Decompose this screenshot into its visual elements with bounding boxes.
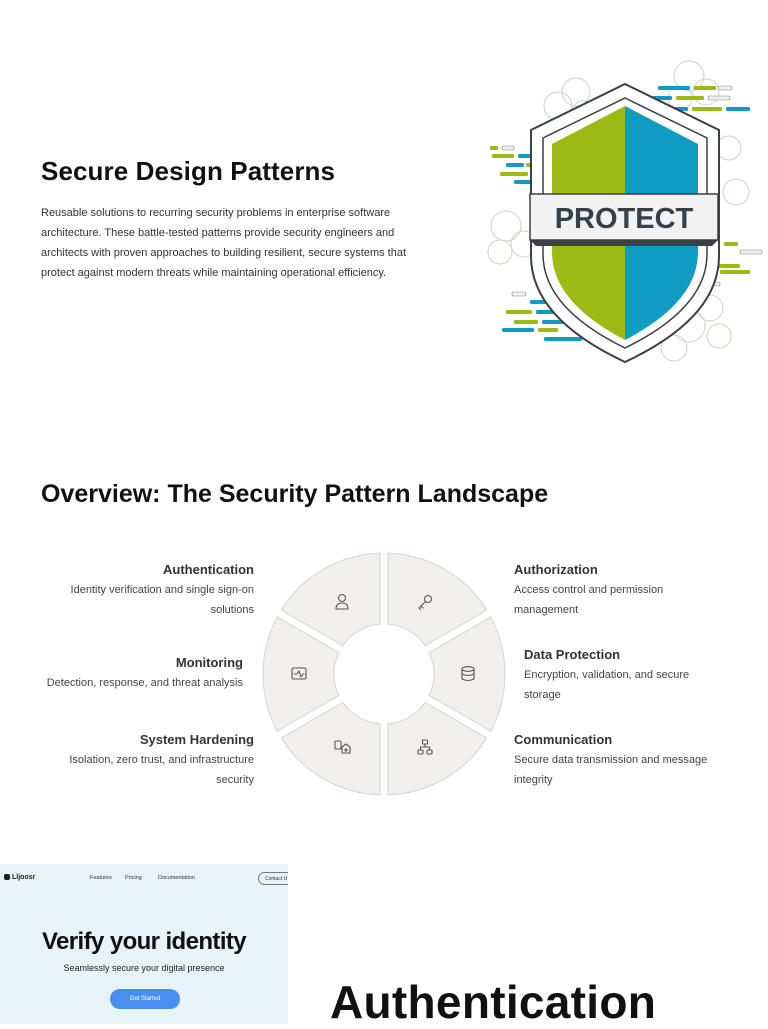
category-description: Identity verification and single sign-on solutions [70,584,254,616]
category-authentication [40,561,254,620]
thumb-nav-features: Features [90,875,112,881]
category-description: Detection, response, and threat analysis [46,677,243,689]
thumb-headline: Verify your identity [41,928,247,955]
category-communication [514,731,724,790]
thumb-get-started-button: Get Started [110,989,180,1009]
category-description: Encryption, validation, and secure storage [524,669,690,701]
category-system-hardening [40,731,254,790]
identity-app-screenshot [0,864,288,1024]
shield-label: PROTECT [554,203,694,235]
category-title: System Hardening [139,732,254,747]
category-title: Monitoring [175,655,243,670]
category-authorization [514,561,714,620]
pattern-wheel [262,552,506,796]
category-description: Access control and permission management [514,584,664,616]
category-description: Isolation, zero trust, and infrastructure security [69,754,254,786]
protect-shield-illustration [484,56,768,376]
hero-title: Secure Design Patterns [41,156,336,186]
thumb-nav-documentation: Documentation [158,875,195,881]
category-title: Authorization [514,562,598,577]
hero-description: Reusable solutions to recurring security problems in enterprise software architecture. These battle-tested patterns provide security engineers and architects with proven approaches to building resilient, secure systems that protect against modern threats while maintaining operational efficiency. [41,207,407,279]
thumb-logo: Lljoosr [4,874,35,881]
section-title: Authentication [330,976,657,1028]
category-data-protection [524,646,714,705]
category-title: Authentication [163,562,254,577]
thumb-nav-pricing: Pricing [125,875,142,881]
category-description: Secure data transmission and message integrity [514,754,708,786]
category-monitoring [40,654,243,693]
overview-title: Overview: The Security Pattern Landscape [41,480,549,508]
category-title: Communication [514,732,613,747]
thumb-contact-button: Contact U [258,872,288,885]
thumb-subheadline: Seamlessly secure your digital presence [63,963,225,973]
category-title: Data Protection [524,647,621,662]
